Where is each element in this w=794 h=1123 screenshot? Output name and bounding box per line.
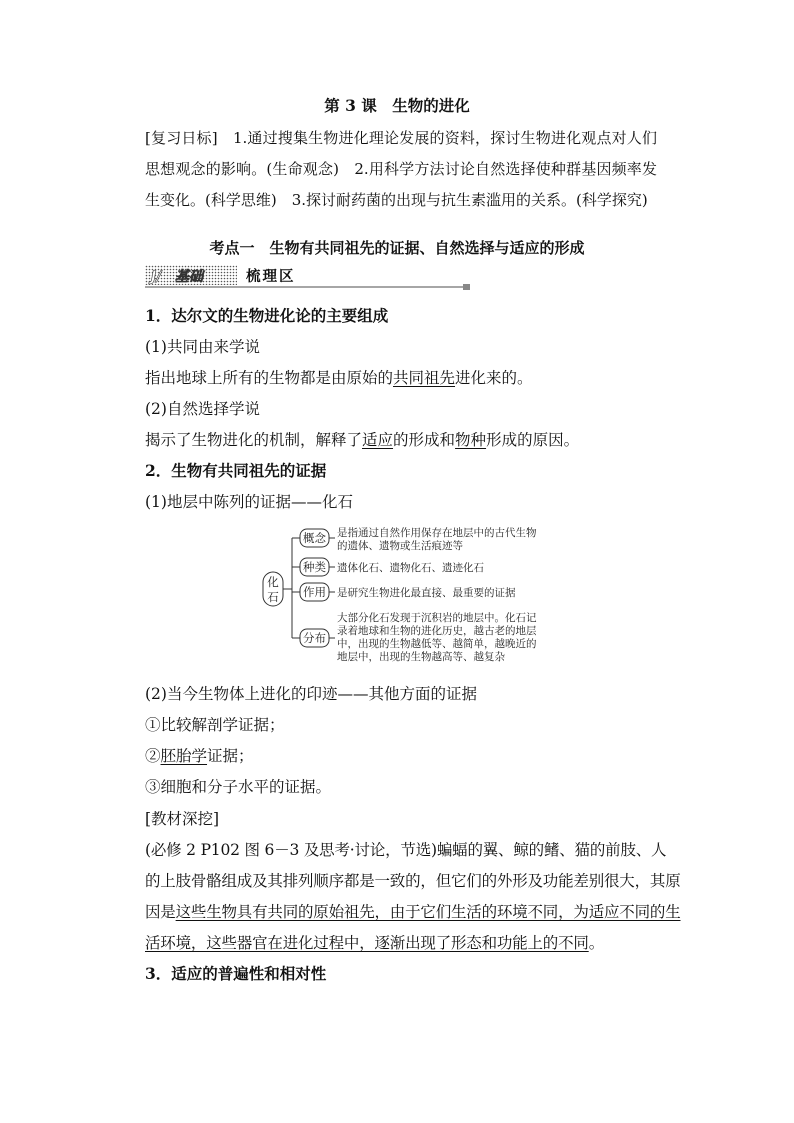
textbook-line4-end: 。: [588, 934, 605, 952]
s2-item2-suffix: 证据；: [207, 747, 254, 765]
section-title: 考点一 生物有共同祖先的证据、自然选择与适应的形成: [209, 239, 585, 257]
branch-type-text: 遗体化石、遗物化石、遗迹化石: [337, 562, 484, 574]
textbook-line3-answer: 这些生物具有共同的原始祖先，由于它们生活的环境不同，为适应不同的生: [175, 903, 681, 921]
s1-sub2: (2)自然选择学说: [145, 400, 260, 418]
textbook-line3-text: 因是: [145, 903, 176, 921]
textbook-line1: (必修 2 P102 图 6－3 及思考·讨论，节选)蝙蝠的翼、鲸的鳍、猫的前肢、人: [145, 841, 667, 859]
s1-line2-text: 揭示了生物进化的机制，解释了: [145, 431, 363, 449]
s2-sub2: (2)当今生物体上进化的印迹——其他方面的证据: [145, 685, 477, 703]
s1-line2-answer2: 物种: [455, 431, 487, 449]
branch-distribution-text1: 大部分化石发现于沉积岩的地层中。化石记: [337, 612, 537, 624]
s1-line1-text: 指出地球上所有的生物都是由原始的: [145, 369, 394, 387]
s2-heading: 2．生物有共同祖先的证据: [145, 461, 327, 480]
s1-heading: 1．达尔文的生物进化论的主要组成: [145, 306, 389, 325]
banner-end-square: [463, 284, 470, 290]
mindmap-connectors: [283, 538, 300, 638]
lesson-title: 第 3 课 生物的进化: [324, 96, 470, 115]
s1-line1-end: 进化来的。: [455, 369, 533, 387]
review-goals-label: [复习日标]: [145, 129, 218, 147]
s2-item1: ①比较解剖学证据；: [145, 716, 285, 734]
s1-line1: [145, 368, 533, 388]
branch-role-text: 是研究生物进化最直接、最重要的证据: [337, 587, 516, 599]
s1-line2-answer1: 适应: [362, 431, 394, 449]
s1-line2-mid: 的形成和: [393, 431, 456, 449]
branch-concept-text2: 的遗体、遗物或生活痕迹等: [337, 540, 463, 552]
s2-item3: ③细胞和分子水平的证据。: [145, 778, 332, 796]
textbook-line3: [145, 902, 681, 922]
branch-concept-text1: 是指通过自然作用保存在地层中的古代生物: [337, 527, 537, 539]
s3-heading: 3．适应的普遍性和相对性: [145, 964, 327, 983]
branch-distribution-text4: 地层中，出现的生物越高等、越复杂: [337, 651, 505, 663]
fossil-mindmap: [260, 522, 570, 670]
s2-sub1: (1)地层中陈列的证据——化石: [145, 493, 353, 511]
banner-left-text: 基础: [175, 269, 203, 285]
mindmap-root-char1: 化: [267, 575, 279, 589]
branch-distribution-label: 分布: [303, 631, 326, 645]
banner-j-icon: J/: [151, 269, 162, 285]
review-goals-text: 1.通过搜集生物进化理论发展的资料，探讨生物进化观点对人们思想观念的影响。(生命观念) 2.用科学方法讨论自然选择使种群基因频率发生变化。(科学思维) 3.探讨耐药菌的出现与抗生素滥用的关系。(科学探究): [145, 129, 657, 209]
s2-item2: [145, 746, 254, 766]
branch-distribution-text2: 录着地球和生物的进化历史，越古老的地层: [337, 625, 537, 637]
textbook-line4-answer: 活环境，这些器官在进化过程中，逐渐出现了形态和功能上的不同: [145, 934, 589, 952]
s1-line2-end: 形成的原因。: [486, 431, 580, 449]
mindmap-root-char2: 石: [267, 590, 279, 604]
textbook-line2: 的上肢骨骼组成及其排列顺序都是一致的，但它们的外形及功能差别很大，其原: [145, 872, 681, 890]
textbook-line4: [145, 933, 604, 953]
s2-item2-prefix: ②: [145, 747, 161, 765]
s1-sub1: (1)共同由来学说: [145, 338, 260, 356]
branch-distribution-text3: 中，出现的生物越低等、越简单，越晚近的: [337, 638, 537, 650]
s1-line2: [145, 430, 579, 450]
s1-line1-answer: 共同祖先: [393, 369, 456, 387]
review-goals: [145, 123, 657, 216]
banner-right-text: 梳理区: [246, 269, 296, 285]
branch-concept-label: 概念: [303, 531, 326, 545]
basics-banner: [145, 262, 471, 290]
branch-role-label: 作用: [303, 585, 326, 599]
s2-item2-answer: 胚胎学: [160, 747, 208, 765]
branch-type-label: 种类: [303, 560, 326, 574]
textbook-label: [教材深挖]: [145, 810, 220, 828]
